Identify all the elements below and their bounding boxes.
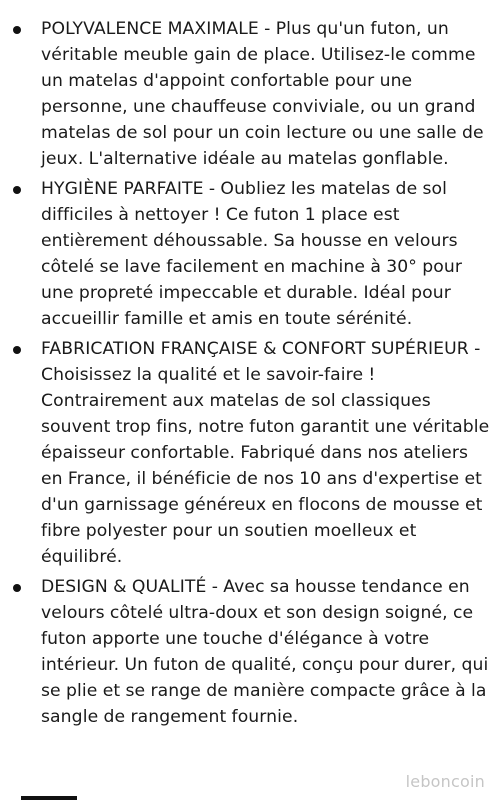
bullet-icon [13, 26, 21, 34]
feature-item-design [0, 574, 499, 730]
feature-text: FABRICATION FRANÇAISE & CONFORT SUPÉRIEUR - Choisissez la qualité et le savoir-faire ! Contrairement aux matelas de sol classiques souvent trop fins, notre futon garantit une véritable épaisseur confortable. Fabriqué dans nos ateliers en France, il bénéficie de nos 10 ans d'expertise et d'un garnissage généreux en flocons de mousse et fibre polyester pour un soutien moelleux et équilibré. [41, 339, 490, 567]
feature-item-hygiene [0, 176, 499, 332]
scroll-indicator-bar [21, 796, 77, 800]
bullet-icon [13, 346, 21, 354]
feature-text: DESIGN & QUALITÉ - Avec sa housse tendance en velours côtelé ultra-doux et son design soigné, ce futon apporte une touche d'élégance à votre intérieur. Un futon de qualité, conçu pour durer, qui se plie et se range de manière compacte grâce à la sangle de rangement fournie. [41, 577, 489, 727]
feature-bullet-list [0, 16, 499, 734]
feature-item-fabrication [0, 336, 499, 570]
feature-item-polyvalence [0, 16, 499, 172]
feature-text: HYGIÈNE PARFAITE - Oubliez les matelas de sol difficiles à nettoyer ! Ce futon 1 place est entièrement déhoussable. Sa housse en velours côtelé se lave facilement en machine à 30° pour une propreté impeccable et durable. Idéal pour accueillir famille et amis en toute sérénité. [41, 179, 463, 329]
bullet-icon [13, 186, 21, 194]
bullet-icon [13, 584, 21, 592]
feature-text: POLYVALENCE MAXIMALE - Plus qu'un futon, un véritable meuble gain de place. Utilisez-le comme un matelas d'appoint confortable pour une personne, une chauffeuse conviviale, ou un grand matelas de sol pour un coin lecture ou une salle de jeux. L'alternative idéale au matelas gonflable. [41, 19, 484, 169]
leboncoin-watermark: leboncoin [405, 772, 485, 791]
